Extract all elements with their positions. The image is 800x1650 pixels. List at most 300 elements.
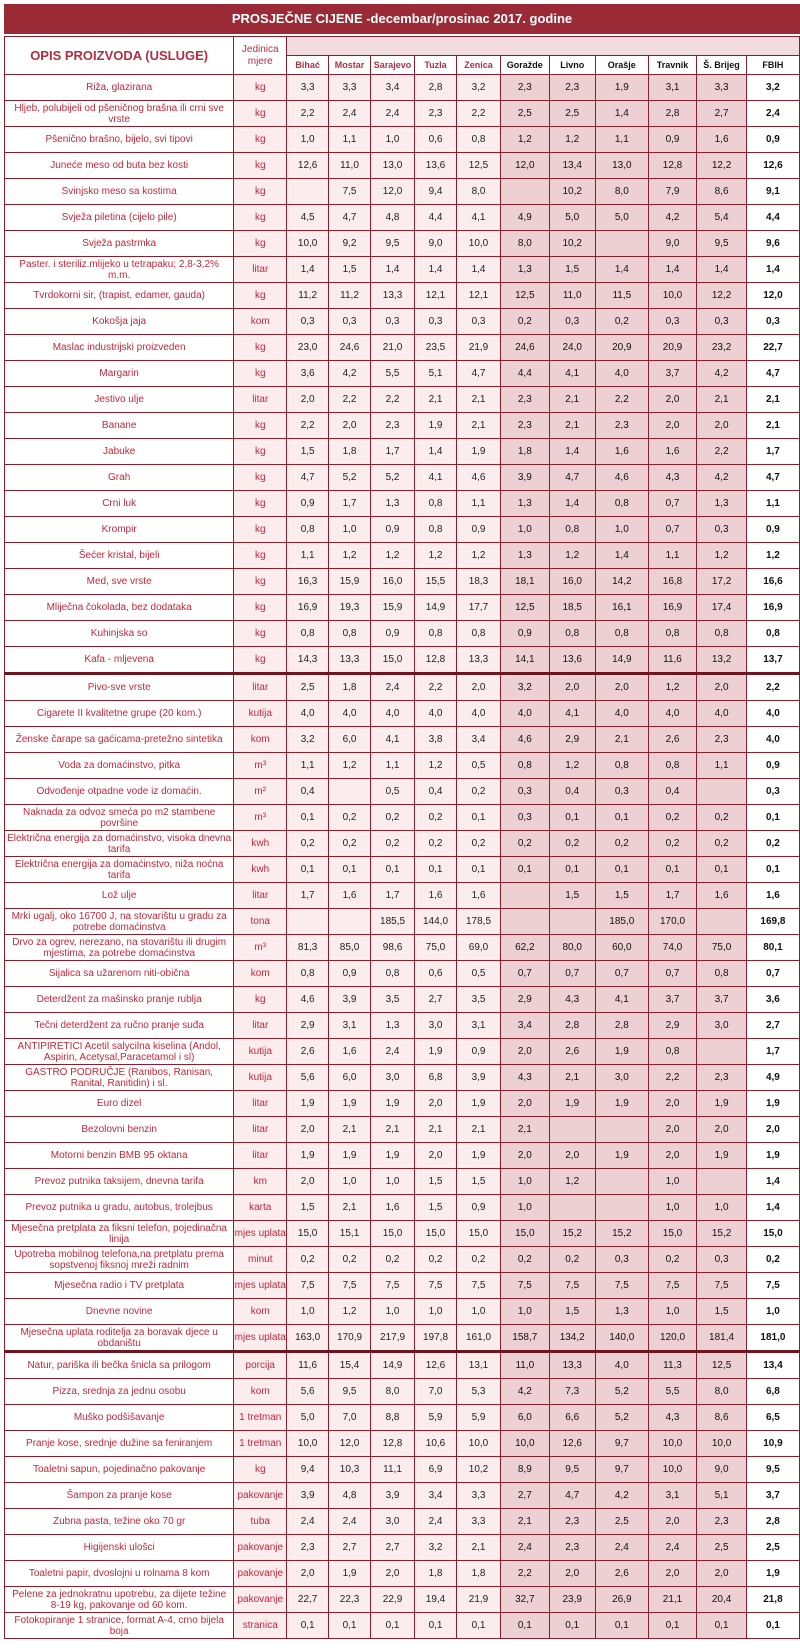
table-row: [5, 1195, 800, 1221]
price-cell: 1,2: [549, 753, 595, 779]
product-name: Toaletni papir, dvoslojni u rolnama 8 kom: [5, 1561, 234, 1587]
price-cell: 1,0: [287, 1299, 329, 1325]
product-unit: pakovanje: [234, 1587, 287, 1613]
price-cell: 98,6: [370, 935, 414, 961]
table-row: [5, 647, 800, 674]
price-cell: 22,9: [370, 1587, 414, 1613]
price-cell: 9,2: [329, 231, 371, 257]
price-cell: 1,5: [456, 1169, 500, 1195]
price-cell: 178,5: [456, 909, 500, 935]
product-unit: kwh: [234, 831, 287, 857]
price-cell: 3,1: [456, 1013, 500, 1039]
price-cell: 16,8: [648, 569, 697, 595]
price-cell: 1,6: [329, 883, 371, 909]
price-cell: 0,7: [648, 491, 697, 517]
product-unit: tona: [234, 909, 287, 935]
table-row: [5, 727, 800, 753]
price-cell: 2,8: [415, 75, 457, 101]
price-cell: 3,2: [415, 1535, 457, 1561]
price-cell: 1,6: [329, 1039, 371, 1065]
price-cell: 3,7: [648, 361, 697, 387]
price-cell: 24,0: [549, 335, 595, 361]
price-cell: 0,8: [415, 517, 457, 543]
price-cell: 2,0: [697, 413, 747, 439]
price-cell: 0,3: [370, 309, 414, 335]
price-cell: 5,5: [648, 1379, 697, 1405]
price-cell: 0,2: [415, 805, 457, 831]
price-cell: 10,6: [415, 1431, 457, 1457]
price-cell: 2,3: [595, 413, 648, 439]
product-unit: kom: [234, 727, 287, 753]
price-cell: 0,7: [595, 961, 648, 987]
table-row: [5, 387, 800, 413]
price-cell: [595, 1117, 648, 1143]
price-cell: 0,2: [415, 831, 457, 857]
price-cell: 0,8: [648, 621, 697, 647]
price-cell: 0,1: [456, 857, 500, 883]
price-cell: 2,0: [549, 674, 595, 701]
price-cell: 4,9: [501, 205, 550, 231]
price-cell: 15,2: [697, 1221, 747, 1247]
price-cell: 140,0: [595, 1325, 648, 1352]
price-cell: 2,0: [287, 387, 329, 413]
price-cell: 2,6: [648, 727, 697, 753]
product-name: Natur, pariška ili bečka šnicla sa prilogom: [5, 1352, 234, 1379]
price-cell: 12,5: [501, 595, 550, 621]
price-cell: 2,4: [370, 1039, 414, 1065]
price-cell: 7,5: [648, 1273, 697, 1299]
price-cell: 0,4: [415, 779, 457, 805]
price-cell: 12,1: [415, 283, 457, 309]
price-cell: 9,4: [287, 1457, 329, 1483]
price-cell: 1,2: [415, 753, 457, 779]
price-cell: 7,5: [329, 179, 371, 205]
price-cell: 2,0: [648, 1091, 697, 1117]
fbih-price-cell: 4,0: [746, 701, 799, 727]
price-cell: 1,0: [697, 1195, 747, 1221]
price-cell: 1,1: [456, 491, 500, 517]
price-cell: 12,8: [648, 153, 697, 179]
price-cell: 5,1: [415, 361, 457, 387]
price-cell: 2,3: [370, 413, 414, 439]
price-cell: 9,5: [697, 231, 747, 257]
price-cell: 1,1: [370, 753, 414, 779]
price-cell: 0,2: [370, 831, 414, 857]
fbih-price-cell: 6,8: [746, 1379, 799, 1405]
table-row: [5, 1065, 800, 1091]
header-city: Zenica: [456, 56, 500, 75]
price-cell: 2,9: [501, 987, 550, 1013]
price-cell: 1,1: [648, 543, 697, 569]
price-cell: 5,0: [549, 205, 595, 231]
table-row: [5, 569, 800, 595]
product-name: Električna energija za domaćinstvo, visoka dnevna tarifa: [5, 831, 234, 857]
price-cell: 2,2: [329, 387, 371, 413]
price-cell: 1,2: [415, 543, 457, 569]
price-cell: 1,4: [549, 439, 595, 465]
price-cell: 3,5: [456, 987, 500, 1013]
price-cell: 0,4: [549, 779, 595, 805]
price-cell: 10,0: [697, 1431, 747, 1457]
price-cell: 10,0: [287, 1431, 329, 1457]
price-cell: 185,0: [595, 909, 648, 935]
price-cell: 11,2: [329, 283, 371, 309]
price-cell: 8,0: [697, 1379, 747, 1405]
product-name: Fotokopiranje 1 stranice, format A-4, crno bijela boja: [5, 1613, 234, 1639]
product-name: Drvo za ogrev, nerezano, na stovarištu ili drugim mjestima, za potrebe domaćinstva: [5, 935, 234, 961]
price-cell: 3,3: [456, 1509, 500, 1535]
product-name: Prevoz putnika u gradu, autobus, trolejbus: [5, 1195, 234, 1221]
price-cell: 0,4: [287, 779, 329, 805]
product-unit: kg: [234, 1457, 287, 1483]
price-cell: 170,0: [648, 909, 697, 935]
price-cell: 2,0: [648, 1509, 697, 1535]
price-cell: 0,1: [595, 805, 648, 831]
price-cell: 158,7: [501, 1325, 550, 1352]
header-unit: [234, 37, 287, 75]
price-cell: 7,9: [648, 179, 697, 205]
price-cell: 1,6: [370, 1195, 414, 1221]
price-cell: 4,3: [648, 1405, 697, 1431]
price-table: [4, 36, 800, 1639]
price-cell: 10,0: [648, 1431, 697, 1457]
price-cell: 15,0: [415, 1221, 457, 1247]
price-cell: [501, 179, 550, 205]
table-row: [5, 1325, 800, 1352]
price-cell: 85,0: [329, 935, 371, 961]
product-unit: kg: [234, 517, 287, 543]
price-cell: 3,9: [456, 1065, 500, 1091]
price-cell: 1,9: [415, 1039, 457, 1065]
price-cell: 12,6: [549, 1431, 595, 1457]
product-unit: kutija: [234, 1065, 287, 1091]
price-cell: 0,8: [456, 127, 500, 153]
product-unit: m³: [234, 935, 287, 961]
table-row: [5, 205, 800, 231]
price-cell: 15,0: [370, 647, 414, 674]
price-cell: 2,5: [549, 101, 595, 127]
product-unit: kg: [234, 335, 287, 361]
price-cell: 2,4: [595, 1535, 648, 1561]
price-cell: 2,5: [595, 1509, 648, 1535]
price-cell: 3,0: [415, 1013, 457, 1039]
product-name: Kuhinjska so: [5, 621, 234, 647]
price-cell: 2,1: [456, 413, 500, 439]
price-cell: 0,2: [456, 779, 500, 805]
product-unit: kg: [234, 361, 287, 387]
price-cell: 9,5: [370, 231, 414, 257]
price-cell: 1,9: [595, 75, 648, 101]
price-cell: 3,1: [648, 75, 697, 101]
table-row: [5, 779, 800, 805]
price-cell: [697, 1039, 747, 1065]
price-cell: 1,0: [370, 1169, 414, 1195]
price-cell: 21,1: [648, 1587, 697, 1613]
product-name: Mjesečna pretplata za fiksni telefon, pojedinačna linija: [5, 1221, 234, 1247]
price-cell: 1,0: [648, 1299, 697, 1325]
price-cell: 0,3: [697, 309, 747, 335]
table-row: [5, 1431, 800, 1457]
price-cell: 0,3: [697, 1247, 747, 1273]
price-cell: 4,8: [329, 1483, 371, 1509]
header-row-top: [5, 37, 800, 56]
table-row: [5, 595, 800, 621]
table-row: [5, 335, 800, 361]
price-cell: 0,3: [501, 779, 550, 805]
product-name: GASTRO PODRUČJE (Ranibos, Ranisan, Ranital, Ranitidin) i sl.: [5, 1065, 234, 1091]
price-cell: 8,0: [456, 179, 500, 205]
price-cell: 1,0: [501, 517, 550, 543]
price-cell: 32,7: [501, 1587, 550, 1613]
price-cell: 23,2: [697, 335, 747, 361]
fbih-price-cell: 4,7: [746, 361, 799, 387]
product-unit: kg: [234, 439, 287, 465]
fbih-price-cell: 1,4: [746, 257, 799, 283]
product-unit: km: [234, 1169, 287, 1195]
price-cell: 0,2: [648, 831, 697, 857]
price-cell: 0,2: [648, 1247, 697, 1273]
header-city: Livno: [549, 56, 595, 75]
table-row: [5, 961, 800, 987]
price-cell: 75,0: [697, 935, 747, 961]
price-cell: 7,5: [501, 1273, 550, 1299]
price-cell: 2,0: [287, 1561, 329, 1587]
product-unit: kom: [234, 309, 287, 335]
price-cell: 26,9: [595, 1587, 648, 1613]
price-cell: 0,2: [501, 1247, 550, 1273]
price-cell: 1,0: [329, 1169, 371, 1195]
product-unit: pakovanje: [234, 1483, 287, 1509]
price-cell: 1,7: [370, 883, 414, 909]
price-cell: 5,0: [595, 205, 648, 231]
price-cell: 1,9: [370, 1091, 414, 1117]
table-row: [5, 413, 800, 439]
fbih-price-cell: 1,2: [746, 543, 799, 569]
product-unit: kom: [234, 1299, 287, 1325]
price-cell: 7,5: [415, 1273, 457, 1299]
table-row: [5, 621, 800, 647]
price-cell: [501, 909, 550, 935]
table-row: [5, 465, 800, 491]
price-cell: 0,8: [697, 621, 747, 647]
price-cell: 2,1: [549, 387, 595, 413]
price-cell: 1,2: [329, 753, 371, 779]
price-cell: 2,2: [287, 413, 329, 439]
price-cell: 2,6: [287, 1039, 329, 1065]
price-cell: 9,5: [549, 1457, 595, 1483]
price-cell: 2,3: [697, 727, 747, 753]
price-cell: 5,9: [456, 1405, 500, 1431]
price-cell: 0,3: [287, 309, 329, 335]
product-unit: kg: [234, 283, 287, 309]
price-cell: 8,0: [501, 231, 550, 257]
price-cell: 1,0: [648, 1169, 697, 1195]
price-cell: 11,0: [501, 1352, 550, 1379]
table-row: [5, 1352, 800, 1379]
price-cell: 17,7: [456, 595, 500, 621]
price-cell: 10,0: [501, 1431, 550, 1457]
price-cell: 10,0: [456, 1431, 500, 1457]
price-cell: 20,4: [697, 1587, 747, 1613]
product-name: Mliječna čokolada, bez dodataka: [5, 595, 234, 621]
price-cell: 0,2: [287, 1247, 329, 1273]
price-cell: 0,2: [329, 831, 371, 857]
product-name: Mjesečna radio i TV pretplata: [5, 1273, 234, 1299]
price-cell: 12,6: [287, 153, 329, 179]
table-row: [5, 517, 800, 543]
price-cell: 4,1: [595, 987, 648, 1013]
price-cell: 14,9: [370, 1352, 414, 1379]
product-unit: litar: [234, 1143, 287, 1169]
price-cell: 10,0: [648, 1457, 697, 1483]
price-cell: 9,5: [329, 1379, 371, 1405]
product-name: Mjesečna uplata roditelja za boravak djece u obdaništu: [5, 1325, 234, 1352]
price-cell: 23,9: [549, 1587, 595, 1613]
price-cell: 12,2: [697, 153, 747, 179]
price-cell: 0,1: [648, 857, 697, 883]
price-cell: 0,8: [287, 961, 329, 987]
price-cell: 2,8: [595, 1013, 648, 1039]
product-unit: karta: [234, 1195, 287, 1221]
price-cell: 2,1: [501, 1117, 550, 1143]
price-cell: 1,5: [329, 257, 371, 283]
price-cell: 21,9: [456, 335, 500, 361]
price-cell: [287, 179, 329, 205]
price-cell: 4,3: [549, 987, 595, 1013]
product-unit: minut: [234, 1247, 287, 1273]
fbih-price-cell: 10,9: [746, 1431, 799, 1457]
price-cell: 1,8: [415, 1561, 457, 1587]
price-cell: 185,5: [370, 909, 414, 935]
fbih-price-cell: 22,7: [746, 335, 799, 361]
price-cell: 13,1: [456, 1352, 500, 1379]
price-cell: 4,0: [501, 701, 550, 727]
price-cell: 1,3: [370, 491, 414, 517]
price-cell: [595, 231, 648, 257]
price-cell: 13,6: [415, 153, 457, 179]
fbih-price-cell: 2,5: [746, 1535, 799, 1561]
product-unit: kg: [234, 75, 287, 101]
price-cell: 0,2: [697, 831, 747, 857]
table-row: [5, 1509, 800, 1535]
price-cell: 12,1: [456, 283, 500, 309]
price-cell: 5,2: [595, 1379, 648, 1405]
product-name: Svježa pastrmka: [5, 231, 234, 257]
price-cell: [549, 909, 595, 935]
price-cell: 0,1: [287, 1613, 329, 1639]
fbih-price-cell: 0,3: [746, 779, 799, 805]
price-cell: 2,1: [370, 1117, 414, 1143]
price-cell: 0,3: [456, 309, 500, 335]
price-cell: 4,0: [415, 701, 457, 727]
price-cell: 15,0: [287, 1221, 329, 1247]
price-cell: 60,0: [595, 935, 648, 961]
price-cell: 20,9: [648, 335, 697, 361]
price-cell: 3,3: [697, 75, 747, 101]
price-cell: 7,0: [329, 1405, 371, 1431]
table-row: [5, 1013, 800, 1039]
price-cell: 2,2: [370, 387, 414, 413]
fbih-price-cell: 6,5: [746, 1405, 799, 1431]
product-name: Higijenski ulošci: [5, 1535, 234, 1561]
price-cell: 1,9: [415, 413, 457, 439]
table-row: [5, 491, 800, 517]
price-cell: 2,3: [415, 101, 457, 127]
price-cell: 2,2: [595, 387, 648, 413]
price-cell: 13,2: [697, 647, 747, 674]
price-cell: 1,0: [501, 1195, 550, 1221]
header-blank: [287, 37, 800, 56]
price-cell: 2,2: [456, 101, 500, 127]
price-cell: 5,0: [287, 1405, 329, 1431]
product-unit: m²: [234, 779, 287, 805]
price-cell: 1,8: [329, 674, 371, 701]
price-cell: 1,4: [595, 543, 648, 569]
price-cell: 14,9: [415, 595, 457, 621]
fbih-price-cell: 0,3: [746, 309, 799, 335]
price-cell: 4,1: [370, 727, 414, 753]
price-cell: [287, 909, 329, 935]
table-title: PROSJEČNE CIJENE -decembar/prosinac 2017. godine: [4, 4, 800, 34]
table-row: [5, 831, 800, 857]
product-name: Jabuke: [5, 439, 234, 465]
fbih-price-cell: 1,9: [746, 1143, 799, 1169]
price-cell: 1,9: [370, 1143, 414, 1169]
product-unit: kg: [234, 465, 287, 491]
fbih-price-cell: 3,6: [746, 987, 799, 1013]
price-cell: 1,9: [456, 1091, 500, 1117]
price-cell: 0,8: [595, 491, 648, 517]
product-name: Pizza, srednja za jednu osobu: [5, 1379, 234, 1405]
fbih-price-cell: 1,7: [746, 439, 799, 465]
price-cell: 1,9: [595, 1091, 648, 1117]
product-unit: mjes uplata: [234, 1221, 287, 1247]
price-cell: 4,2: [595, 1483, 648, 1509]
price-cell: 7,5: [329, 1273, 371, 1299]
product-name: Grah: [5, 465, 234, 491]
price-cell: 1,9: [329, 1091, 371, 1117]
price-cell: 8,9: [501, 1457, 550, 1483]
header-city: Bihać: [287, 56, 329, 75]
price-cell: 0,1: [595, 1613, 648, 1639]
price-cell: 1,9: [595, 1039, 648, 1065]
header-city: Orašje: [595, 56, 648, 75]
price-cell: 9,7: [595, 1457, 648, 1483]
price-cell: 2,7: [329, 1535, 371, 1561]
price-cell: 0,1: [549, 857, 595, 883]
product-unit: kg: [234, 647, 287, 674]
price-cell: [595, 1169, 648, 1195]
price-cell: 0,1: [415, 1613, 457, 1639]
product-unit: kg: [234, 621, 287, 647]
price-cell: 5,6: [287, 1065, 329, 1091]
fbih-price-cell: 169,8: [746, 909, 799, 935]
price-cell: 4,6: [595, 465, 648, 491]
price-cell: 1,7: [370, 439, 414, 465]
price-cell: 5,5: [370, 361, 414, 387]
price-cell: 0,2: [287, 831, 329, 857]
price-cell: 0,1: [549, 1613, 595, 1639]
price-cell: 1,2: [329, 543, 371, 569]
price-cell: 62,2: [501, 935, 550, 961]
price-cell: 4,0: [287, 701, 329, 727]
price-cell: 4,3: [501, 1065, 550, 1091]
product-unit: stranica: [234, 1613, 287, 1639]
price-cell: 2,0: [287, 1117, 329, 1143]
price-cell: 2,1: [329, 1195, 371, 1221]
product-unit: litar: [234, 387, 287, 413]
price-cell: 10,2: [456, 1457, 500, 1483]
